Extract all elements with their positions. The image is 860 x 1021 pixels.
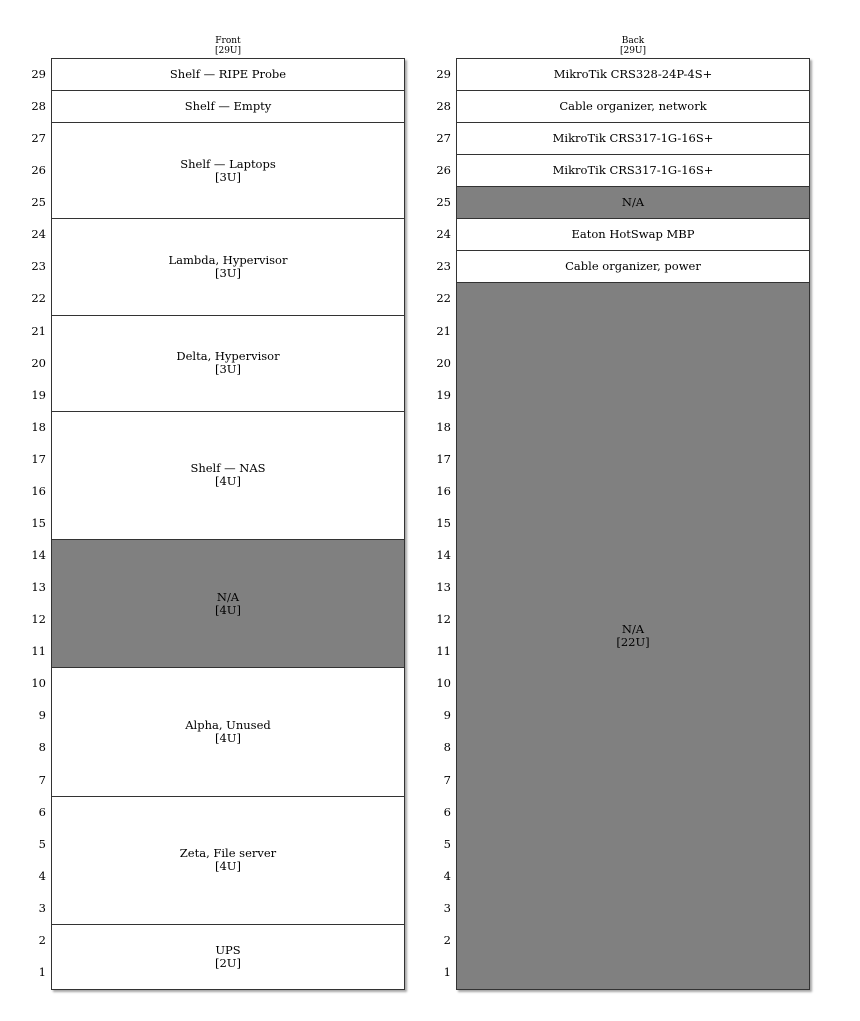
device-size: [4U] [215,859,241,874]
front-unit-number: 17 [31,451,46,466]
device-label: MikroTik CRS328-24P-4S+ [553,67,713,82]
front-unit-number: 4 [38,868,46,883]
rack-device [52,668,404,796]
device-label: Alpha, Unused [185,717,271,732]
device-label: Cable organizer, network [559,99,707,114]
back-unit-number: 19 [436,387,451,402]
rack-device [457,123,809,155]
rack-device [457,59,809,91]
front-unit-number: 7 [38,772,46,787]
back-unit-number: 22 [436,291,451,306]
rack-device [457,251,809,283]
rack-device [52,123,404,219]
front-unit-number: 2 [38,932,46,947]
device-label: Shelf — NAS [190,461,266,476]
device-label: Delta, Hypervisor [176,349,280,364]
back-unit-number: 28 [436,99,451,114]
front-unit-number: 16 [31,483,46,498]
rack-device [52,219,404,315]
device-label: N/A [621,195,645,210]
device-size: [4U] [215,730,241,745]
device-label: Shelf — Empty [184,99,272,114]
back-unit-number: 25 [436,195,451,210]
device-label: N/A [621,622,645,637]
front-unit-number: 3 [38,900,46,915]
back-unit-number: 23 [436,259,451,274]
front-unit-number: 26 [31,163,46,178]
back-unit-number: 1 [443,964,451,979]
front-unit-number: 29 [31,67,46,81]
back-rack-name: Back [621,36,645,46]
back-unit-number: 9 [443,708,451,723]
front-unit-number: 23 [31,259,46,274]
back-unit-number: 8 [443,740,451,755]
device-size: [4U] [215,602,241,617]
back-rack-title [456,36,810,56]
device-size: [2U] [215,955,241,970]
back-unit-number: 6 [443,804,451,819]
front-unit-number: 25 [31,195,46,210]
back-unit-number: 2 [443,932,451,947]
front-unit-number: 14 [31,548,46,563]
front-unit-number: 9 [38,708,46,723]
front-unit-number: 12 [31,612,46,627]
back-unit-number: 27 [436,131,451,146]
empty-slot [457,187,809,219]
empty-slot [52,540,404,668]
device-size: [4U] [215,474,241,489]
front-unit-number: 5 [38,836,46,851]
back-unit-number: 3 [443,900,451,915]
front-unit-number: 15 [31,515,46,530]
back-unit-number: 17 [436,451,451,466]
back-rack-size: [29U] [619,46,647,56]
rack-device [52,59,404,91]
rack-device [457,155,809,187]
back-unit-number: 14 [436,548,451,563]
front-unit-number: 1 [38,964,46,979]
rack-device [52,316,404,412]
device-label: Shelf — RIPE Probe [169,67,287,82]
back-unit-number: 12 [436,612,451,627]
front-unit-number: 11 [31,644,46,659]
back-unit-number: 5 [443,836,451,851]
front-rack-frame [51,58,405,990]
front-unit-number: 10 [31,676,46,691]
device-size: [3U] [215,362,241,377]
device-label: Cable organizer, power [565,259,701,274]
device-label: UPS [215,942,241,957]
device-label: Lambda, Hypervisor [168,252,288,267]
front-unit-number: 24 [31,227,46,242]
device-size: [22U] [616,635,650,650]
back-unit-number: 15 [436,515,451,530]
back-unit-number: 7 [443,772,451,787]
back-unit-number: 26 [436,163,451,178]
device-size: [3U] [215,169,241,184]
back-unit-number: 18 [436,419,451,434]
front-rack-name: Front [215,36,241,46]
device-label: Shelf — Laptops [180,156,276,171]
rack-device [52,91,404,123]
back-unit-number: 29 [436,67,451,81]
front-unit-number: 19 [31,387,46,402]
back-unit-number: 20 [436,355,451,370]
front-unit-number: 28 [31,99,46,114]
back-unit-number: 4 [443,868,451,883]
rack-device [52,925,404,989]
device-size: [3U] [215,265,241,280]
device-label: N/A [216,589,240,604]
device-label: MikroTik CRS317-1G-16S+ [552,163,714,178]
front-unit-number: 18 [31,419,46,434]
front-unit-number: 6 [38,804,46,819]
rack-device [457,91,809,123]
front-unit-number: 13 [31,580,46,595]
front-unit-number: 8 [38,740,46,755]
front-rack-title [51,36,405,56]
front-unit-number: 27 [31,131,46,146]
device-label: MikroTik CRS317-1G-16S+ [552,131,714,146]
front-unit-number: 20 [31,355,46,370]
rack-device [52,797,404,925]
back-unit-number: 13 [436,580,451,595]
device-label: Zeta, File server [179,846,277,861]
front-unit-number: 22 [31,291,46,306]
back-unit-number: 21 [436,323,451,338]
back-unit-number: 16 [436,483,451,498]
empty-slot [457,283,809,989]
back-unit-number: 24 [436,227,451,242]
back-rack-frame [456,58,810,990]
rack-device [52,412,404,540]
rack-device [457,219,809,251]
front-unit-number: 21 [31,323,46,338]
front-rack-size: [29U] [214,46,242,56]
back-unit-number: 11 [436,644,451,659]
device-label: Eaton HotSwap MBP [571,227,695,242]
back-unit-number: 10 [436,676,451,691]
